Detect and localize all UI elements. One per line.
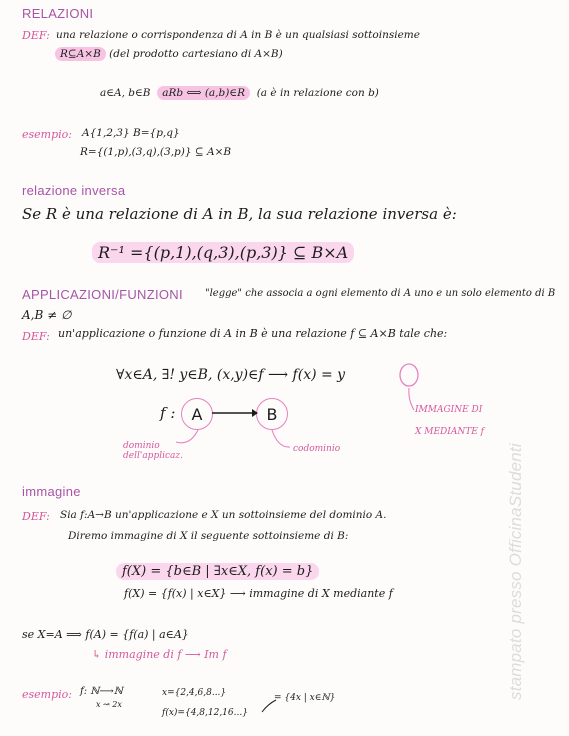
se-note: ↳ immagine di f ⟶ Im f [92, 648, 227, 661]
se-line: se X=A ⟹ f(A) = {f(a) | a∈A} [22, 628, 189, 641]
formula-highlight: aRb ⟺ (a,b)∈R [157, 86, 250, 100]
def-label: DEF: [22, 29, 50, 42]
immagine-pointer [409, 388, 414, 410]
def-label: DEF: [22, 330, 50, 343]
dominio-note: dominio dell'applicaz. [123, 441, 183, 461]
esempio-sets: A{1,2,3} B={p,q} [82, 127, 180, 139]
applicazioni-condition: A,B ≠ ∅ [22, 308, 72, 322]
watermark: stampato presso OfficinaStudenti [506, 443, 525, 700]
immagine-formula2: f(X) = {f(x) | x∈X} ⟶ immagine di X mediante f [124, 587, 393, 600]
applicazioni-intro: "legge" che associa a ogni elemento di A uno e un solo elemento di B [205, 288, 556, 299]
heading-applicazioni: APPLICAZIONI/FUNZIONI [22, 287, 183, 302]
immagine-note-1: IMMAGINE DI [415, 405, 483, 415]
immagine-def-line1: Sia f:A→B un'applicazione e X un sottoinsieme del dominio A. [60, 509, 387, 521]
heading-immagine: immagine [22, 484, 81, 499]
subset-highlight: R⊆A×B [55, 47, 106, 61]
heading-relazione-inversa: relazione inversa [22, 183, 126, 198]
esempio-x: x={2,4,6,8...} [162, 688, 227, 698]
immagine-formula1: f(X) = {b∈B | ∃x∈X, f(x) = b} [116, 563, 319, 580]
inversa-formula: R⁻¹ ={(p,1),(q,3),(p,3)} ⊆ B×A [92, 242, 354, 263]
applicazioni-def-text: un'applicazione o funzione di A in B è una relazione f ⊆ A×B tale che: [58, 327, 448, 340]
formula-post: (a è in relazione con b) [256, 87, 379, 99]
esempio-map: f: ℕ⟶ℕ [80, 686, 123, 697]
dominio-pointer [176, 430, 198, 443]
esempio-label: esempio: [22, 688, 72, 701]
esempio-label: esempio: [22, 128, 72, 141]
def-subset-note: (del prodotto cartesiano di A×B) [109, 48, 283, 60]
set-b-label: B [266, 404, 278, 424]
codominio-note: codominio [293, 444, 341, 454]
immagine-def-line2: Diremo immagine di X il seguente sottoinsieme di B: [68, 530, 349, 542]
esempio-result: = {4x | x∈ℕ} [274, 693, 336, 703]
y-circle [400, 364, 418, 386]
map-f-label: f : [160, 404, 176, 422]
codominio-pointer [272, 430, 290, 447]
formula-pre: a∈A, b∈B [100, 87, 151, 99]
immagine-note-2: X MEDIANTE f [415, 427, 484, 437]
heading-relazioni: RELAZIONI [22, 6, 94, 21]
esempio-fx: f(x)={4,8,12,16...} [162, 708, 248, 718]
def-text: una relazione o corrispondenza di A in B è un qualsiasi sottoinsieme [56, 29, 420, 41]
example-arrow [262, 700, 276, 712]
esempio-relation: R={(1,p),(3,q),(3,p)} ⊆ A×B [80, 146, 232, 158]
def-label: DEF: [22, 510, 50, 523]
esempio-map-rule: x ↝ 2x [96, 700, 122, 709]
inversa-text: Se R è una relazione di A in B, la sua relazione inversa è: [22, 205, 457, 223]
set-a-label: A [191, 404, 203, 424]
applicazioni-formula: ∀x∈A, ∃! y∈B, (x,y)∈f ⟶ f(x) = y [116, 367, 346, 383]
map-arrow-head [252, 409, 258, 417]
